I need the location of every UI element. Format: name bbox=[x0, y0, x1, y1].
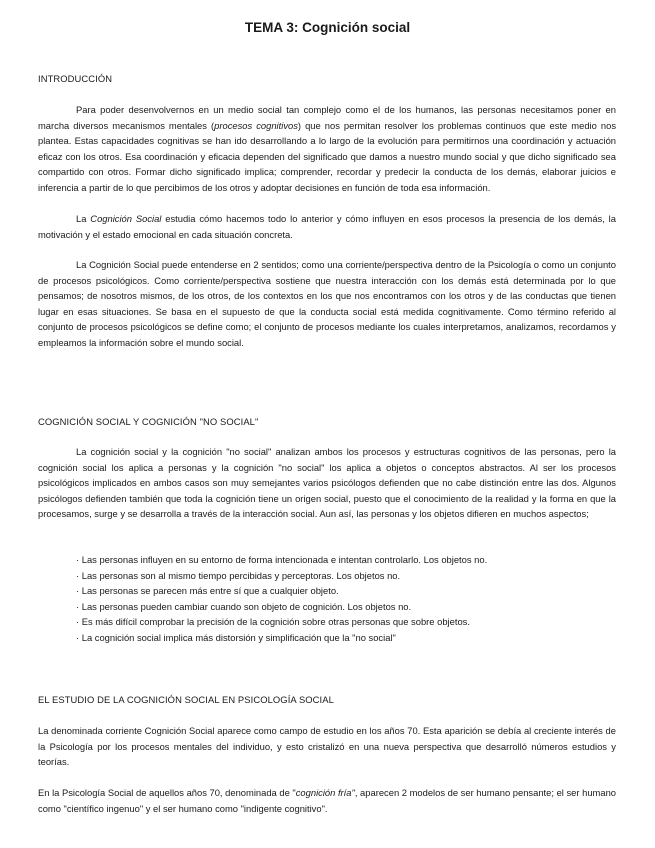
section-heading-estudio: EL ESTUDIO DE LA COGNICIÓN SOCIAL EN PSICOLOGÍA SOCIAL bbox=[38, 694, 334, 705]
estudio-paragraph-1: La denominada corriente Cognición Social aparece como campo de estudio en los años 70. Esta aparición se debía al creciente interés de la Psicología por los procesos mentales del individuo, y esto cristalizó en una nueva perspectiva que desarrolló números estudios y teorías. bbox=[38, 725, 616, 767]
estudio-p2-text-b: , aparecen 2 modelos de ser humano pensante; el ser humano como "científico ingenuo" y el ser humano como "indigente cognitivo". bbox=[38, 787, 617, 814]
intro-p2-text-b: estudia cómo hacemos todo lo anterior y cómo influyen en esos procesos la presencia de los demás, la motivación y el estado emocional en cada situación concreta. bbox=[38, 213, 616, 240]
intro-paragraph-2 bbox=[38, 211, 616, 242]
estudio-p2-text-a: En la Psicología Social de aquellos años 70, denominada de " bbox=[38, 787, 296, 798]
intro-p1-emphasis: procesos cognitivos bbox=[214, 119, 298, 131]
section-heading-no-social: COGNICIÓN SOCIAL Y COGNICIÓN "NO SOCIAL" bbox=[38, 416, 259, 427]
list-item: · Las personas pueden cambiar cuando son objeto de cognición. Los objetos no. bbox=[76, 600, 412, 612]
list-item: · Las personas se parecen más entre sí que a cualquier objeto. bbox=[76, 585, 339, 596]
differences-list bbox=[76, 552, 596, 645]
estudio-paragraph-2 bbox=[38, 785, 616, 816]
no-social-paragraph-1: La cognición social y la cognición "no social" analizan ambos los procesos y estructuras cognitivos de las personas, pero la cognición social los aplica a personas y la cognición "no social" los aplica a objetos o conceptos abstractos. Al ser los procesos psicológicos implicados en ambos casos son muy semejantes varios psicólogos defienden que no cabe distinción entre las dos. Algunos psicólogos defienden también que toda la cognición tiene un origen social, puesto que el conocimiento de la realidad y la forma en que la procesamos, surge y se desarrolla a través de la interacción social. Aun así, las personas y los objetos difieren en muchos aspectos; bbox=[38, 446, 616, 519]
page-title: TEMA 3: Cognición social bbox=[244, 20, 411, 35]
intro-p2-emphasis: Cognición Social bbox=[90, 213, 162, 224]
intro-p1-text-b: ) que nos permitan resolver los problemas continuos que este medio nos plantea. Estas capacidades cognitivas se han ido desarrollando a lo largo de la evolución para permitirnos una coordinación y actuación eficaz con los otros. Esa coordinación y eficacia dependen del significado que damos a nuestro mundo social y que dicho significado sea compartido con otros. Formar dicho significado implica; comprender, recordar y predecir la conducta de los demás, elaborar juicios e inferencia a partir de lo que percibimos de los otros y adoptar decisiones en función de toda esa información. bbox=[38, 119, 617, 193]
intro-p2-text-a: La bbox=[76, 213, 91, 224]
list-item: · Las personas influyen en su entorno de forma intencionada e intentan controlarlo. Los objetos no. bbox=[76, 554, 488, 565]
section-heading-intro: INTRODUCCIÓN bbox=[38, 73, 113, 84]
intro-paragraph-3: La Cognición Social puede entenderse en 2 sentidos; como una corriente/perspectiva dentro de la Psicología o como un conjunto de procesos psicológicos. Como corriente/perspectiva sostiene que nuestra interacción con los demás está determinada por lo que pensamos; de nosotros mismos, de los otros, de los contextos en los que nos encontramos con los otros y de las conductas que tienen lugar en esas situaciones. Se basa en el supuesto de que la conducta social está medida cognitivamente. Como término referido al conjunto de procesos psicológicos se define como; el conjunto de procesos mediante los cuales interpretamos, analizamos, recordamos y empleamos la información sobre el mundo social. bbox=[38, 259, 616, 348]
intro-p1-text-a: Para poder desenvolvernos en un medio social tan complejo como el de los humanos, las personas necesitamos poner en marcha diversos mecanismos mentales ( bbox=[38, 104, 616, 131]
estudio-p2-emphasis: cognición fría" bbox=[295, 787, 355, 798]
list-item: · Las personas son al mismo tiempo percibidas y perceptoras. Los objetos no. bbox=[76, 569, 401, 581]
list-item: · La cognición social implica más distorsión y simplificación que la "no social" bbox=[76, 631, 396, 643]
intro-paragraph-1 bbox=[38, 102, 616, 195]
list-item: · Es más difícil comprobar la precisión de la cognición sobre otras personas que sobre objetos. bbox=[76, 616, 470, 627]
